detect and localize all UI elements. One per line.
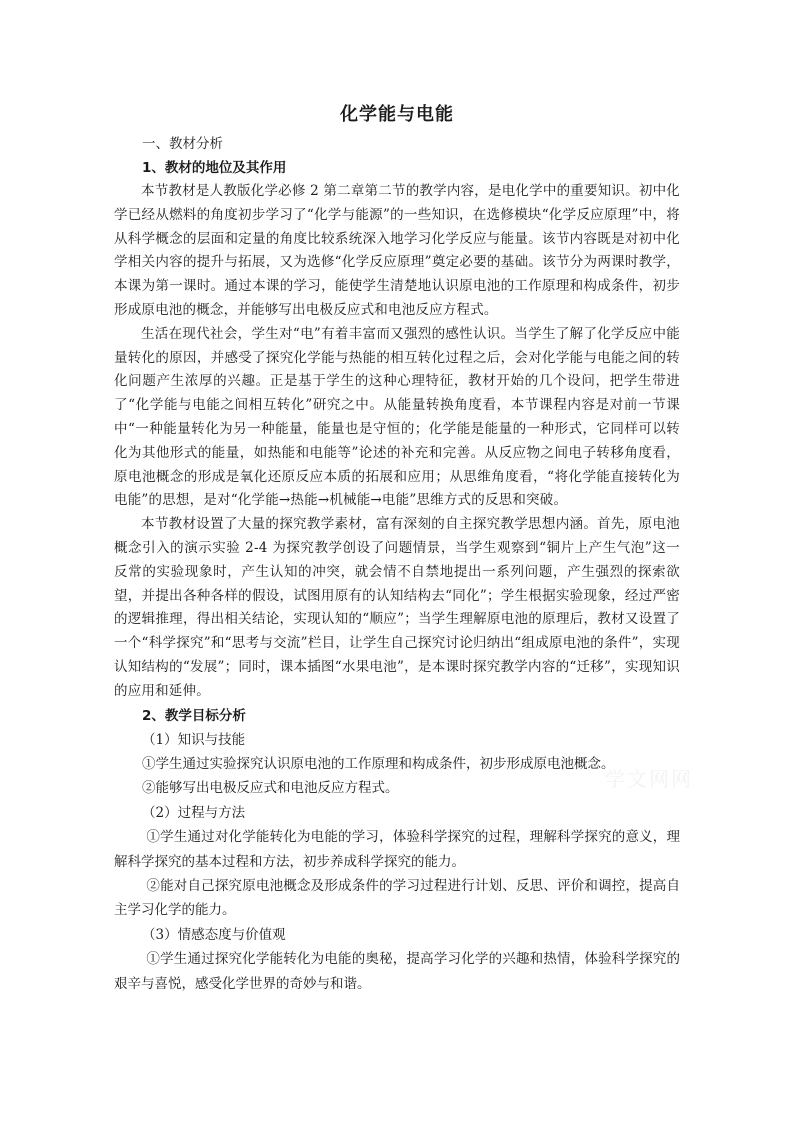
goal-item-emotion-1: ①学生通过探究化学能转化为电能的奥秘，提高学习化学的兴趣和热情，体验科学探究的艰辛与喜悦，感受化学世界的奇妙与和谐。 <box>114 951 680 992</box>
document-title: 化学能与电能 <box>340 104 454 125</box>
goal-item-process-1: ①学生通过对化学能转化为电能的学习，体验科学探究的过程，理解科学探究的意义，理解科学探究的基本过程和方法，初步养成科学探究的能力。 <box>114 829 680 870</box>
goal-item-knowledge-1: ①学生通过实验探究认识原电池的工作原理和构成条件，初步形成原电池概念。 <box>142 755 615 772</box>
goal-heading-emotion: （3）情感态度与价值观 <box>142 926 286 943</box>
paragraph-1: 本节教材是人教版化学必修 2 第二章第二节的教学内容，是电化学中的重要知识。初中化学已经从燃料的角度初步学习了“化学与能源”的一些知识，在选修模块“化学反应原理”中，将从科学概念的层面和定量的角度比较系统深入地学习化学反应与能量。该节内容既是对初中化学相关内容的提升与拓展，又为选修“化学反应原理”奠定必要的基础。该节分为两课时教学，本课为第一课时。通过本课的学习，能使学生清楚地认识原电池的工作原理和构成条件，初步形成原电池的概念，并能够写出电极反应式和电池反应方程式。 <box>114 183 680 318</box>
subsection-heading-status-role: 1、教材的地位及其作用 <box>142 160 287 176</box>
document-page <box>114 100 680 996</box>
goal-heading-process: （2）过程与方法 <box>142 804 246 821</box>
goal-item-process-2: ②能对自己探究原电池概念及形成条件的学习过程进行计划、反思、评价和调控，提高自主学习化学的能力。 <box>114 877 680 919</box>
subsection-heading-teaching-goals: 2、教学目标分析 <box>142 707 246 724</box>
paragraph-3: 本节教材设置了大量的探究教学素材，富有深刻的自主探究教学思想内涵。首先，原电池概念引入的演示实验 2-4 为探究教学创设了问题情景，当学生观察到“铜片上产生气泡”这一反常的实验现象时，产生认知的冲突，就会情不自禁地提出一系列问题，产生强烈的探索欲望，并提出各种各样的假设，试图用原有的认知结构去“同化”；学生根据实验现象，经过严密的逻辑推理，得出相关结论，实现认知的“顺应”；当学生理解原电池的原理后，教材又设置了一个“科学探究”和“思考与交流”栏目，让学生自己探究讨论归纳出“组成原电池的条件”，实现认知结构的“发展”；同时，课本插图“水果电池”，是本课时探究教学内容的“迁移”，实现知识的应用和延伸。 <box>114 516 680 699</box>
goal-item-knowledge-2: ②能够写出电极反应式和电池反应方程式。 <box>142 780 399 797</box>
paragraph-2: 生活在现代社会，学生对“电”有着丰富而又强烈的感性认识。当学生了解了化学反应中能量转化的原因，并感受了探究化学能与热能的相互转化过程之后，会对化学能与电能之间的转化问题产生浓厚的兴趣。正是基于学生的这种心理特征，教材开始的几个设问，把学生带进了“化学能与电能之间相互转化”研究之中。从能量转换角度看，本节课程内容是对前一节课中“一种能量转化为另一种能量，能量也是守恒的；化学能是能量的一种形式，它同样可以转化为其他形式的能量，如热能和电能等”论述的补充和完善。从反应物之间电子转移角度看，原电池概念的形成是氧化还原反应本质的拓展和应用；从思维角度看，“将化学能直接转化为电能”的思想，是对“化学能→热能→机械能→电能”思维方式的反思和突破。 <box>114 325 680 509</box>
watermark: 学文网网 <box>605 767 693 791</box>
section-heading-textbook-analysis: 一、教材分析 <box>142 136 223 152</box>
goal-heading-knowledge: （1）知识与技能 <box>142 731 246 748</box>
